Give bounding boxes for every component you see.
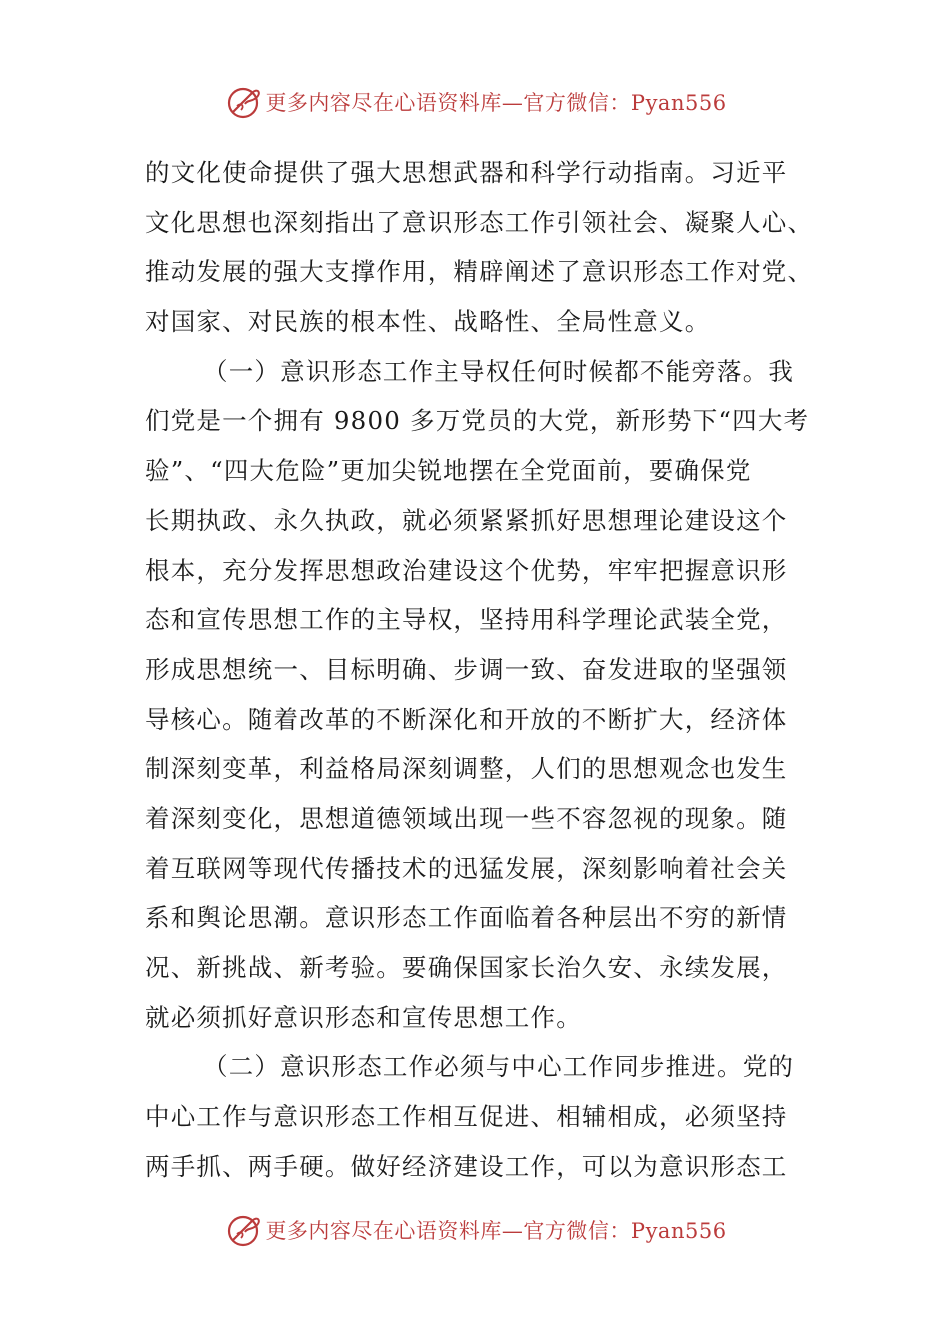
- section-heading-line: （一）意识形态工作主导权任何时候都不能旁落。我: [203, 356, 795, 386]
- quill-logo-icon: [223, 1210, 263, 1250]
- text-line: 系和舆论思潮。意识形态工作面临着各种层出不穷的新情: [145, 903, 788, 933]
- text-line: 验”、“四大危险”更加尖锐地摆在全党面前，要确保党: [145, 456, 752, 486]
- footer-banner: [0, 1208, 950, 1252]
- text-line: 长期执政、永久执政，就必须紧紧抓好思想理论建设这个: [145, 505, 788, 535]
- text-line: 的文化使命提供了强大思想武器和科学行动指南。习近平: [145, 158, 788, 187]
- text-line: 就必须抓好意识形态和宣传思想工作。: [145, 1002, 582, 1032]
- text-line: 形成思想统一、目标明确、步调一致、奋发进取的坚强领: [145, 654, 788, 684]
- quill-logo-icon: [223, 82, 263, 122]
- text-line: 们党是一个拥有 9800 多万党员的大党，新形势下“四大考: [145, 406, 810, 436]
- text-line: 推动发展的强大支撑作用，精辟阐述了意识形态工作对党、: [145, 257, 814, 287]
- text-line: 态和宣传思想工作的主导权，坚持用科学理论武装全党，: [145, 605, 788, 635]
- text-line: 制深刻变革，利益格局深刻调整，人们的思想观念也发生: [145, 754, 788, 784]
- text-line: 况、新挑战、新考验。要确保国家长治久安、永续发展，: [145, 953, 788, 982]
- text-line: 对国家、对民族的根本性、战略性、全局性意义。: [145, 307, 711, 337]
- text-line: 文化思想也深刻指出了意识形态工作引领社会、凝聚人心、: [145, 207, 814, 237]
- footer-banner-text: 更多内容尽在心语资料库—官方微信：Pyan556: [265, 1219, 727, 1243]
- section-heading-line: （二）意识形态工作必须与中心工作同步推进。党的: [203, 1052, 795, 1082]
- document-body: [145, 148, 814, 1191]
- text-line: 着深刻变化，思想道德领域出现一些不容忽视的现象。随: [145, 803, 788, 833]
- text-line: 两手抓、两手硬。做好经济建设工作，可以为意识形态工: [145, 1151, 788, 1181]
- header-banner: [0, 80, 950, 124]
- text-line: 根本，充分发挥思想政治建设这个优势，牢牢把握意识形: [145, 555, 788, 585]
- header-banner-text: 更多内容尽在心语资料库—官方微信：Pyan556: [265, 91, 727, 115]
- text-line: 着互联网等现代传播技术的迅猛发展，深刻影响着社会关: [145, 853, 788, 883]
- text-line: 中心工作与意识形态工作相互促进、相辅相成，必须坚持: [145, 1102, 788, 1132]
- text-line: 导核心。随着改革的不断深化和开放的不断扩大，经济体: [145, 704, 788, 734]
